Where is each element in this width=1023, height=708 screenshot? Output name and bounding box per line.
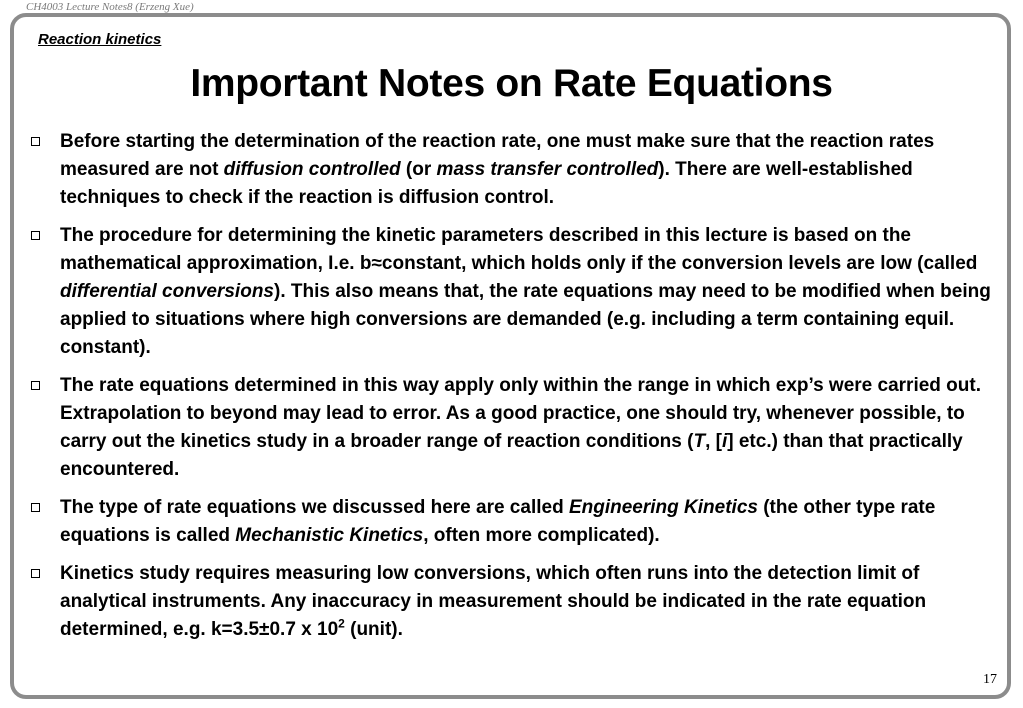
bullet-text: The procedure for determining the kinetic parameters described in this lecture is based on the mathematical approximation, I.e. b≈constant, which holds only if the conversion levels are low (called differential conversions). This also means that, the rate equations may need to be modified when being applied to situations where high conversions are demanded (e.g. including a term containing equil. constant). [60,225,991,358]
square-bullet-icon [31,231,40,240]
square-bullet-icon [31,137,40,146]
bullet-item [26,222,994,362]
square-bullet-icon [31,569,40,578]
page-number: 17 [983,672,997,687]
square-bullet-icon [31,503,40,512]
bullet-item [26,560,994,644]
header-note: CH4003 Lecture Notes8 (Erzeng Xue) [26,1,194,13]
bullet-text: The type of rate equations we discussed here are called Engineering Kinetics (the other type rate equations is called Mechanistic Kinetics, often more complicated). [60,497,936,546]
square-bullet-icon [31,381,40,390]
bullet-text: Before starting the determination of the reaction rate, one must make sure that the reaction rates measured are not diffusion controlled (or mass transfer controlled). There are well-established techniques to check if the reaction is diffusion control. [60,131,935,208]
bullet-text: Kinetics study requires measuring low conversions, which often runs into the detection limit of analytical instruments. Any inaccuracy in measurement should be indicated in the rate equation determined, e.g. k=3.5±0.7 x $10^2$ (unit). [60,563,927,640]
bullet-item [26,494,994,550]
section-label: Reaction kinetics [38,31,162,48]
bullet-item [26,372,994,484]
bullet-item [26,128,994,212]
bullet-text: The rate equations determined in this way apply only within the range in which exp’s were carried out. Extrapolation to beyond may lead to error. As a good practice, one should try, whenever possible, to carry out the kinetics study in a broader range of reaction conditions (T, [i] etc.) than that practically encountered. [60,375,981,480]
slide-title: Important Notes on Rate Equations [190,62,833,105]
bullet-list [26,128,994,654]
